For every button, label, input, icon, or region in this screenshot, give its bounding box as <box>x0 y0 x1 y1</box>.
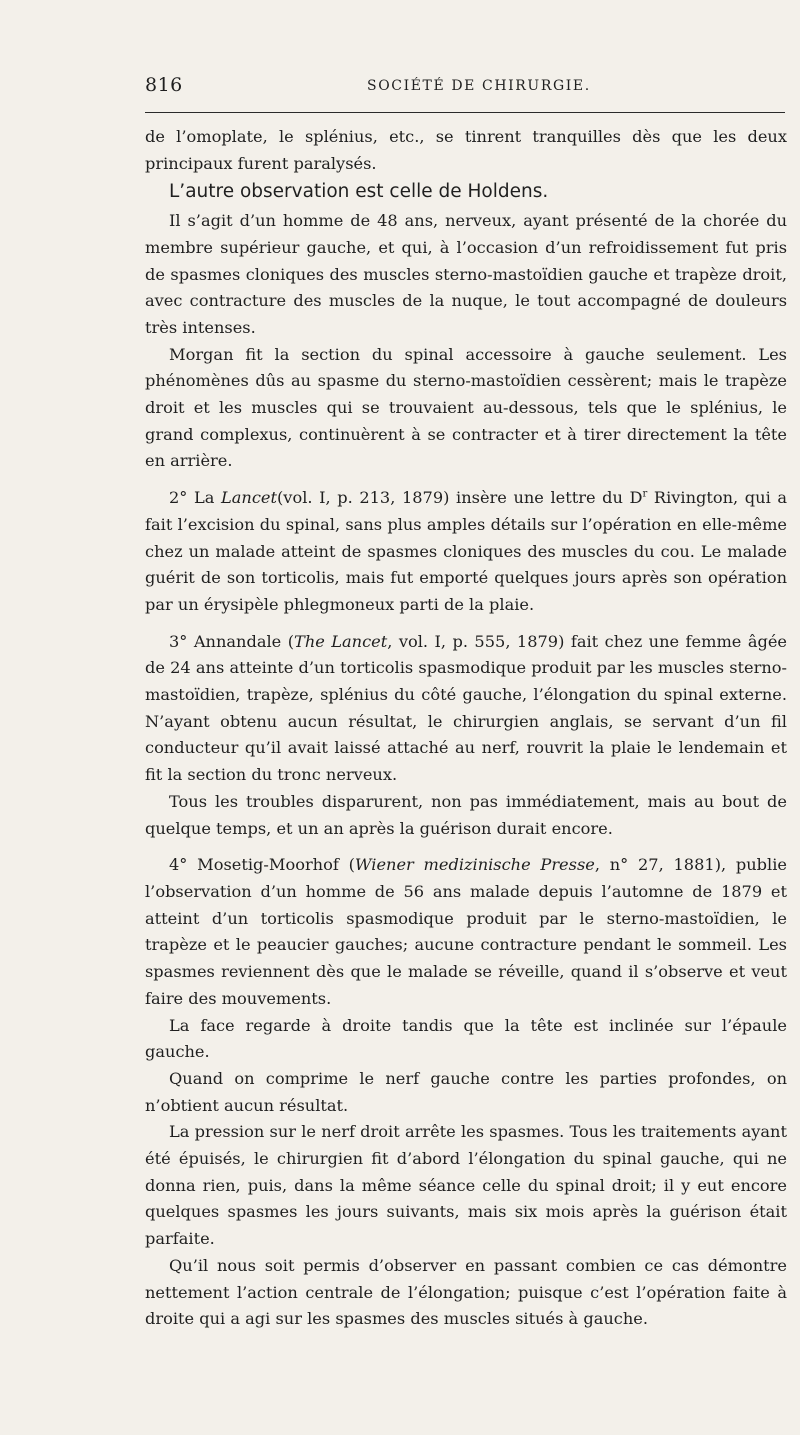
page-header <box>145 74 785 104</box>
paragraph-4: Morgan fit la section du spinal accessoire à gauche seulement. Les phénomènes dûs au spasme du sterno-mastoïdien cessèrent; mais le trapèze droit et les muscles qui se trouvaient au-dessous, tels que le splénius, le grand complexus, continuèrent à se contracter et à tirer directement la tête en arrière. <box>145 344 787 471</box>
body-text <box>145 124 787 1333</box>
header-rule <box>145 112 785 113</box>
journal-title: Lancet <box>221 488 277 508</box>
running-head: SOCIÉTÉ DE CHIRURGIE. <box>367 78 591 94</box>
paragraph-9: La face regarde à droite tandis que la tête est inclinée sur l’épaule gauche. <box>145 1015 787 1062</box>
paragraph-12: Qu’il nous soit permis d’observer en passant combien ce cas démontre nettement l’action centrale de l’élongation; puisque c’est l’opération faite à droite qui a agi sur les spasmes des muscles situés à gauche. <box>145 1255 787 1329</box>
paragraph-10: Quand on comprime le nerf gauche contre les parties profondes, on n’obtient aucun résultat. <box>145 1068 787 1115</box>
paragraph-11: La pression sur le nerf droit arrête les spasmes. Tous les traitements ayant été épuisés, le chirurgien fit d’abord l’élongation du spinal gauche, qui ne donna rien, puis, dans la même séance celle du spinal droit; il y eut encore quelques spasmes les jours suivants, mais six mois après la guérison était parfaite. <box>145 1122 787 1249</box>
dr-superscript: r <box>642 488 648 500</box>
paragraph-annandale: 3° Annandale (The Lancet, vol. I, p. 555, 1879) fait chez une femme âgée de 24 ans atteinte d’un torticolis spasmodique produit par les muscles sterno-mastoïdien, trapèze, splénius du côté gauche, l’élongation du spinal externe. N’ayant obtenu aucun résultat, le chirurgien anglais, se servant d’un fil conducteur qu’il avait laissé attaché au nerf, rouvrit la plaie le lendemain et fit la section du tronc nerveux. <box>145 631 787 785</box>
journal-title: The Lancet <box>294 631 388 651</box>
paragraph-3: Il s’agit d’un homme de 48 ans, nerveux, ayant présenté de la chorée du membre supérieur gauche, et qui, à l’occasion d’un refroidissement fut pris de spasmes cloniques des muscles sterno-mastoïdien gauche et trapèze droit, avec contracture des muscles de la nuque, le tout accompagné de douleurs très intenses. <box>145 211 787 337</box>
author-name: Annandale <box>193 631 282 651</box>
item-number: 2° <box>169 488 188 508</box>
paragraph-1: de l’omoplate, le splénius, etc., se tinrent tranquilles dès que les deux principaux furent paralysés. <box>145 127 787 173</box>
author-name: Mosetig-Moorhof <box>197 855 339 875</box>
paragraph-rest: Rivington, qui a fait l’excision du spinal, sans plus amples détails sur l’opération en elle-même chez un malade atteint de spasmes cloniques des muscles du cou. Le malade guérit de son torticolis, mais fut emporté quelques jours après son opération par un érysipèle phlegmoneux parti de la plaie. <box>145 488 787 614</box>
paragraph-mosetig: 4° Mosetig-Moorhof (Wiener medizinische Presse, n° 27, 1881), publie l’observation d’un homme de 56 ans malade depuis l’automne de 1879 et atteint d’un torticolis spasmodique produit par le sterno-mastoïdien, le trapèze et le peaucier gauches; aucune contracture pendant le sommeil. Les spasmes reviennent dès que le malade se réveille, quand il s’observe et veut faire des mouvements. <box>145 855 787 1008</box>
item-number: 4° <box>169 855 188 875</box>
journal-title: Wiener medizinische Presse <box>354 855 595 875</box>
paragraph-7: Tous les troubles disparurent, non pas immédiatement, mais au bout de quelque temps, et un an après la guérison durait encore. <box>145 791 787 838</box>
reference-text: (vol. I, p. 213, 1879) insère une lettre du D <box>276 488 643 508</box>
paragraph-rest: , n° 27, 1881), publie l’observation d’un homme de 56 ans malade depuis l’automne de 1879 et atteint d’un torticolis spasmodique produit par le sterno-mastoïdien, le trapèze et le peaucier gauches; aucune contracture pendant le sommeil. Les spasmes reviennent dès que le malade se réveille, quand il s’observe et veut faire des mouvements. <box>145 855 787 1008</box>
paragraph-holdens-heading: L’autre observation est celle de Holdens. <box>169 181 549 203</box>
item-number: 3° <box>169 631 188 651</box>
paragraph-rest: , vol. I, p. 555, 1879) fait chez une femme âgée de 24 ans atteinte d’un torticolis spasmodique produit par les muscles sterno-mastoïdien, trapèze, splénius du côté gauche, l’élongation du spinal externe. N’ayant obtenu aucun résultat, le chirurgien anglais, se servant d’un fil conducteur qu’il avait laissé attaché au nerf, rouvrit la plaie le lendemain et fit la section du tronc nerveux. <box>145 631 787 785</box>
paragraph-lancet-1879 <box>145 485 787 619</box>
page-number: 816 <box>145 74 183 96</box>
article-word: La <box>194 488 215 508</box>
